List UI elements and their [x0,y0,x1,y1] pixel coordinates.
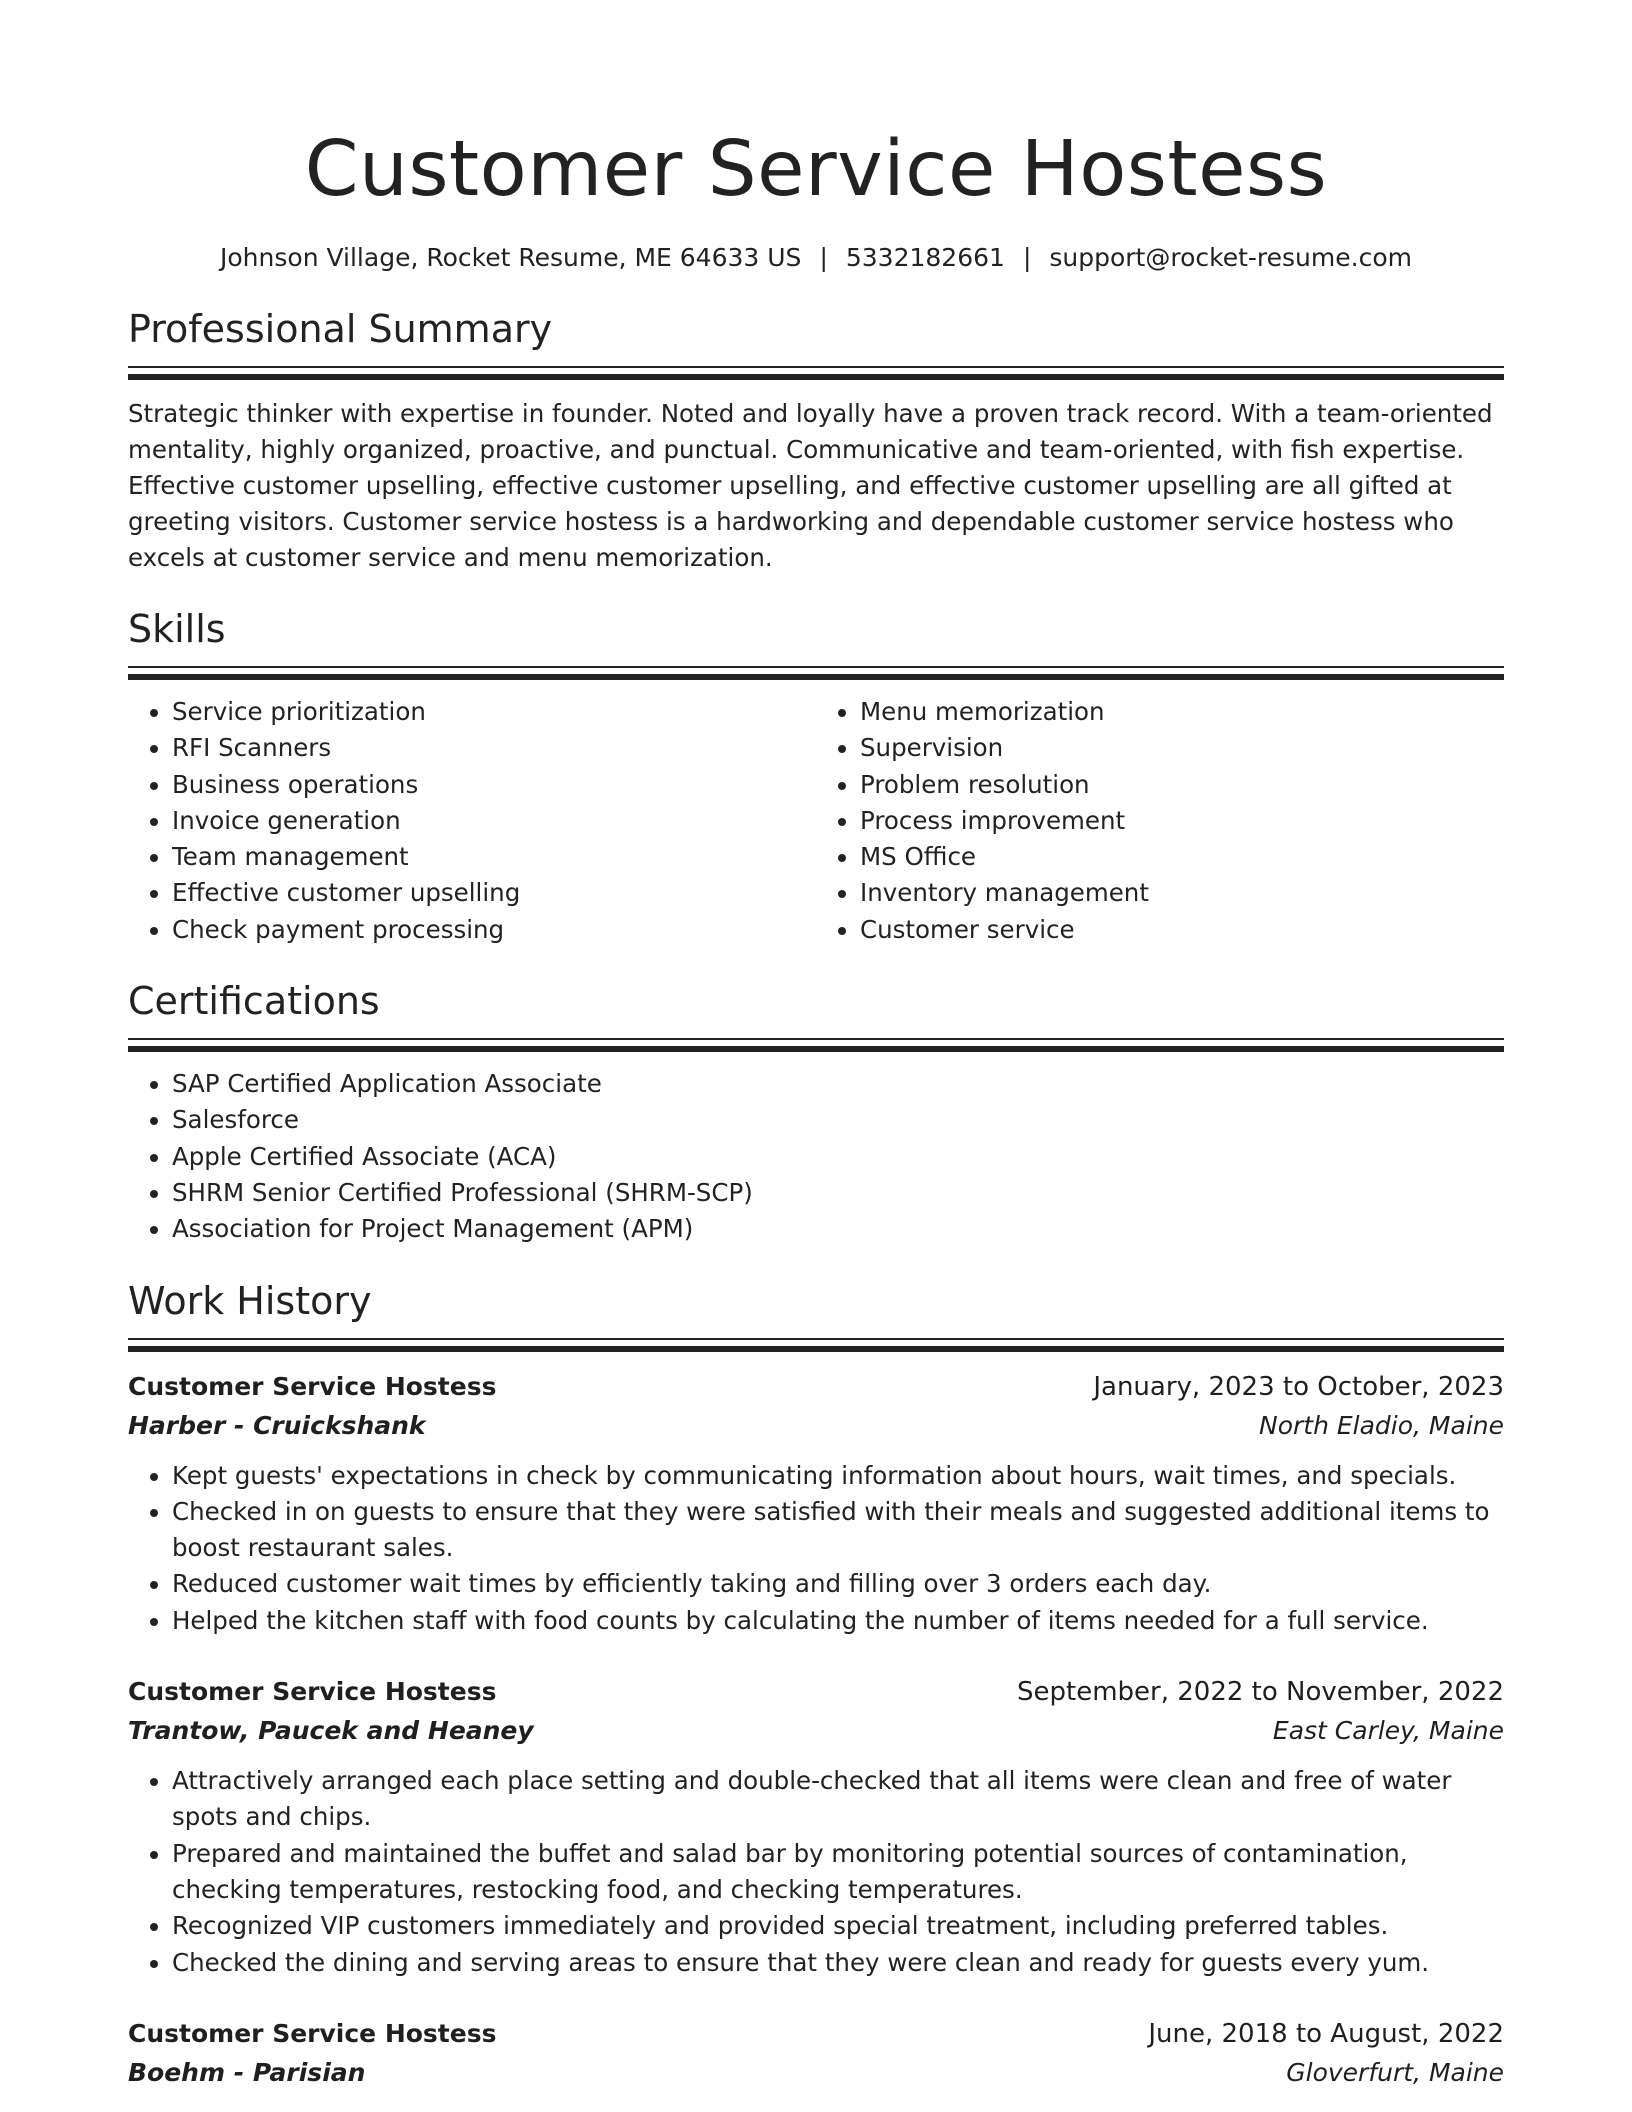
skill-item: • Problem resolution [860,767,1504,803]
job-bullet: • Kept guests' expectations in check by communicating information about hours, wait times, and specials. [172,1458,1504,1494]
section-rule [128,366,1504,380]
certification-item: • Association for Project Management (APM) [172,1211,1504,1247]
job-bullet: • Attractively arranged each place setting and double-checked that all items were clean and free of water spots and chips. [172,1763,1504,1836]
skill-item: • MS Office [860,839,1504,875]
skill-item: • Effective customer upselling [172,875,816,911]
skill-item: • RFI Scanners [172,730,816,766]
skill-item: • Inventory management [860,875,1504,911]
job-location: East Carley, Maine [1272,1716,1504,1746]
section-rule [128,666,1504,680]
contact-address: Johnson Village, Rocket Resume, ME 64633 US [220,243,802,272]
skill-item: • Check payment processing [172,912,816,948]
skill-item: • Menu memorization [860,694,1504,730]
contact-separator: | [1022,243,1032,272]
skill-item: • Business operations [172,767,816,803]
skill-item: • Process improvement [860,803,1504,839]
certification-item: • SHRM Senior Certified Professional (SHRM-SCP) [172,1175,1504,1211]
work-history-section [128,1276,1504,2093]
job-bullet: • Recognized VIP customers immediately and provided special treatment, including preferred tables. [172,1908,1504,1944]
skills-list-right [816,694,1504,948]
certification-item: • SAP Certified Application Associate [172,1066,1504,1102]
job-company: Boehm - Parisian [128,2057,366,2087]
job-dates: September, 2022 to November, 2022 [1017,1677,1504,1708]
skills-columns [128,694,1504,948]
certifications-list [128,1066,1504,1247]
job-bullet: • Helped the kitchen staff with food counts by calculating the number of items needed for a full service. [172,1603,1504,1639]
job-bullets [128,1763,1504,1981]
job-dates: June, 2018 to August, 2022 [1148,2018,1504,2049]
job-company: Trantow, Paucek and Heaney [128,1716,534,1746]
job-title: Customer Service Hostess [128,2018,497,2048]
job-bullet: • Prepared and maintained the buffet and salad bar by monitoring potential sources of contamination, checking temperatures, restocking food, and checking temperatures. [172,1836,1504,1909]
certification-item: • Salesforce [172,1102,1504,1138]
skills-list-left [128,694,816,948]
skill-item: • Service prioritization [172,694,816,730]
section-rule [128,1338,1504,1352]
job-bullets [128,1458,1504,1639]
job-dates: January, 2023 to October, 2023 [1093,1371,1504,1402]
section-rule [128,1038,1504,1052]
resume-name: Customer Service Hostess [304,125,1328,214]
job-title: Customer Service Hostess [128,1677,497,1707]
contact-phone: 5332182661 [845,243,1005,272]
contact-email: support@rocket-resume.com [1049,243,1412,272]
job-entry [128,1368,1504,1639]
job-bullet: • Reduced customer wait times by efficiently taking and filling over 3 orders each day. [172,1566,1504,1602]
skill-item: • Customer service [860,912,1504,948]
section-title-work-history: Work History [128,1278,372,1323]
skill-item: • Team management [172,839,816,875]
job-company: Harber - Cruickshank [128,1410,426,1440]
contact-separator: | [819,243,828,272]
section-title-summary: Professional Summary [128,307,553,351]
job-location: Gloverfurt, Maine [1286,2057,1504,2087]
job-bullet: • Checked the dining and serving areas to ensure that they were clean and ready for guests every yum. [172,1945,1504,1981]
job-bullet: • Checked in on guests to ensure that they were satisfied with their meals and suggested additional items to boost restaurant sales. [172,1494,1504,1567]
summary-section [128,304,1504,576]
job-entry [128,2015,1504,2093]
job-title: Customer Service Hostess [128,1371,497,1401]
summary-text: Strategic thinker with expertise in founder. Noted and loyally have a proven track record. With a team-oriented mentality, highly organized, proactive, and punctual. Communicative and team-oriented, with fish expertise. Effective customer upselling, effective customer upselling, and effective customer upselling are all gifted at greeting visitors. Customer service hostess is a hardworking and dependable customer service hostess who excels at customer service and menu memorization. [128,399,1493,572]
certification-item: • Apple Certified Associate (ACA) [172,1139,1504,1175]
contact-line [128,242,1504,274]
certifications-section [128,976,1504,1247]
skills-section [128,604,1504,948]
section-title-certifications: Certifications [128,979,380,1024]
job-entry [128,1673,1504,1981]
skill-item: • Supervision [860,730,1504,766]
job-location: North Eladio, Maine [1259,1410,1504,1440]
section-title-skills: Skills [128,607,226,651]
skill-item: • Invoice generation [172,803,816,839]
